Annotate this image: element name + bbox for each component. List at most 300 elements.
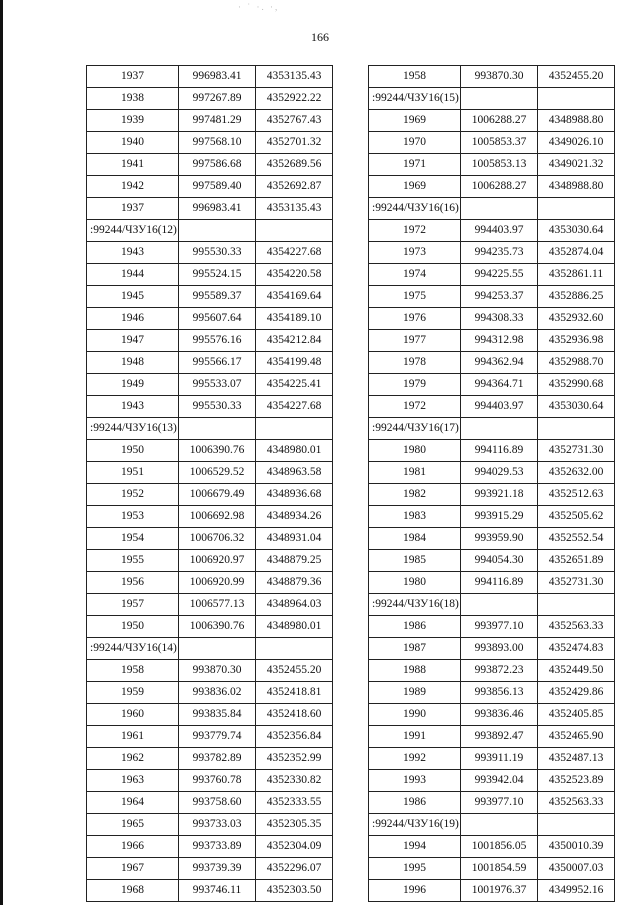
x-coordinate-cell: 993835.84	[179, 704, 256, 726]
coordinates-table-left-body	[87, 66, 333, 902]
x-coordinate-cell: 995566.17	[179, 352, 256, 374]
empty-cell	[461, 198, 538, 220]
y-coordinate-cell: 4353030.64	[538, 396, 615, 418]
y-coordinate-cell: 4352296.07	[256, 858, 333, 880]
point-number-cell: 1955	[87, 550, 179, 572]
point-number-cell: 1946	[87, 308, 179, 330]
table-row	[369, 616, 615, 638]
y-coordinate-cell: 4352505.62	[538, 506, 615, 528]
x-coordinate-cell: 993915.29	[461, 506, 538, 528]
x-coordinate-cell: 993758.60	[179, 792, 256, 814]
table-row	[87, 396, 333, 418]
y-coordinate-cell: 4349952.16	[538, 880, 615, 902]
point-number-cell: 1943	[87, 396, 179, 418]
y-coordinate-cell: 4352922.22	[256, 88, 333, 110]
point-number-cell: 1986	[369, 792, 461, 814]
point-number-cell: 1972	[369, 396, 461, 418]
x-coordinate-cell: 993836.02	[179, 682, 256, 704]
table-row	[369, 506, 615, 528]
table-row	[369, 110, 615, 132]
table-row	[87, 110, 333, 132]
x-coordinate-cell: 1006706.32	[179, 528, 256, 550]
x-coordinate-cell: 995576.16	[179, 330, 256, 352]
y-coordinate-cell: 4352418.81	[256, 682, 333, 704]
section-header-row	[369, 814, 615, 836]
page-left-edge	[0, 0, 3, 905]
x-coordinate-cell: 993942.04	[461, 770, 538, 792]
y-coordinate-cell: 4352552.54	[538, 528, 615, 550]
point-number-cell: 1980	[369, 440, 461, 462]
y-coordinate-cell: 4352874.04	[538, 242, 615, 264]
point-number-cell: 1941	[87, 154, 179, 176]
table-row	[87, 198, 333, 220]
point-number-cell: 1957	[87, 594, 179, 616]
y-coordinate-cell: 4352886.25	[538, 286, 615, 308]
table-row	[369, 440, 615, 462]
table-row	[369, 880, 615, 902]
y-coordinate-cell: 4353030.64	[538, 220, 615, 242]
empty-cell	[179, 418, 256, 440]
point-number-cell: 1986	[369, 616, 461, 638]
point-number-cell: 1964	[87, 792, 179, 814]
x-coordinate-cell: 997267.89	[179, 88, 256, 110]
y-coordinate-cell: 4348879.36	[256, 572, 333, 594]
point-number-cell: 1992	[369, 748, 461, 770]
y-coordinate-cell: 4348879.25	[256, 550, 333, 572]
parcel-id-cell: :99244/ЧЗУ16(17)	[369, 418, 461, 440]
table-row	[87, 88, 333, 110]
table-row	[87, 594, 333, 616]
table-row	[369, 484, 615, 506]
table-row	[87, 176, 333, 198]
x-coordinate-cell: 994403.97	[461, 396, 538, 418]
x-coordinate-cell: 994312.98	[461, 330, 538, 352]
x-coordinate-cell: 993892.47	[461, 726, 538, 748]
point-number-cell: 1993	[369, 770, 461, 792]
x-coordinate-cell: 994364.71	[461, 374, 538, 396]
table-row	[87, 550, 333, 572]
table-row	[87, 462, 333, 484]
section-header-row	[369, 198, 615, 220]
y-coordinate-cell: 4354212.84	[256, 330, 333, 352]
table-row	[87, 528, 333, 550]
point-number-cell: 1969	[369, 176, 461, 198]
table-row	[369, 550, 615, 572]
point-number-cell: 1996	[369, 880, 461, 902]
point-number-cell: 1951	[87, 462, 179, 484]
point-number-cell: 1937	[87, 66, 179, 88]
point-number-cell: 1980	[369, 572, 461, 594]
table-row	[87, 506, 333, 528]
parcel-id-cell: :99244/ЧЗУ16(16)	[369, 198, 461, 220]
x-coordinate-cell: 993911.19	[461, 748, 538, 770]
coordinates-table-right	[368, 65, 615, 902]
x-coordinate-cell: 1005853.13	[461, 154, 538, 176]
point-number-cell: 1966	[87, 836, 179, 858]
x-coordinate-cell: 1006390.76	[179, 616, 256, 638]
point-number-cell: 1958	[87, 660, 179, 682]
x-coordinate-cell: 993870.30	[461, 66, 538, 88]
table-row	[87, 66, 333, 88]
table-row	[87, 484, 333, 506]
point-number-cell: 1960	[87, 704, 179, 726]
x-coordinate-cell: 997568.10	[179, 132, 256, 154]
y-coordinate-cell: 4352305.35	[256, 814, 333, 836]
x-coordinate-cell: 996983.41	[179, 66, 256, 88]
point-number-cell: 1963	[87, 770, 179, 792]
point-number-cell: 1979	[369, 374, 461, 396]
parcel-id-cell: :99244/ЧЗУ16(15)	[369, 88, 461, 110]
table-row	[369, 682, 615, 704]
table-row	[369, 242, 615, 264]
x-coordinate-cell: 995524.15	[179, 264, 256, 286]
y-coordinate-cell: 4349026.10	[538, 132, 615, 154]
x-coordinate-cell: 993782.89	[179, 748, 256, 770]
y-coordinate-cell: 4352692.87	[256, 176, 333, 198]
y-coordinate-cell: 4352455.20	[256, 660, 333, 682]
y-coordinate-cell: 4352429.86	[538, 682, 615, 704]
y-coordinate-cell: 4348934.26	[256, 506, 333, 528]
section-header-row	[369, 88, 615, 110]
y-coordinate-cell: 4352632.00	[538, 462, 615, 484]
table-row	[87, 286, 333, 308]
y-coordinate-cell: 4353135.43	[256, 198, 333, 220]
table-row	[369, 528, 615, 550]
x-coordinate-cell: 993856.13	[461, 682, 538, 704]
x-coordinate-cell: 994054.30	[461, 550, 538, 572]
point-number-cell: 1944	[87, 264, 179, 286]
y-coordinate-cell: 4348980.01	[256, 616, 333, 638]
empty-cell	[256, 418, 333, 440]
table-row	[87, 330, 333, 352]
table-row	[87, 814, 333, 836]
table-row	[87, 704, 333, 726]
table-row	[87, 440, 333, 462]
x-coordinate-cell: 993977.10	[461, 616, 538, 638]
y-coordinate-cell: 4348963.58	[256, 462, 333, 484]
table-row	[87, 308, 333, 330]
table-row	[369, 726, 615, 748]
point-number-cell: 1967	[87, 858, 179, 880]
x-coordinate-cell: 994225.55	[461, 264, 538, 286]
table-row	[369, 176, 615, 198]
point-number-cell: 1978	[369, 352, 461, 374]
point-number-cell: 1947	[87, 330, 179, 352]
table-row	[369, 748, 615, 770]
y-coordinate-cell: 4348931.04	[256, 528, 333, 550]
y-coordinate-cell: 4350010.39	[538, 836, 615, 858]
y-coordinate-cell: 4352418.60	[256, 704, 333, 726]
x-coordinate-cell: 993870.30	[179, 660, 256, 682]
section-header-row	[87, 418, 333, 440]
y-coordinate-cell: 4352487.13	[538, 748, 615, 770]
table-row	[87, 726, 333, 748]
point-number-cell: 1988	[369, 660, 461, 682]
table-row	[369, 792, 615, 814]
point-number-cell: 1950	[87, 440, 179, 462]
table-row	[369, 308, 615, 330]
section-header-row	[87, 638, 333, 660]
y-coordinate-cell: 4352523.89	[538, 770, 615, 792]
empty-cell	[461, 594, 538, 616]
y-coordinate-cell: 4352689.56	[256, 154, 333, 176]
x-coordinate-cell: 993760.78	[179, 770, 256, 792]
point-number-cell: 1940	[87, 132, 179, 154]
x-coordinate-cell: 1006529.52	[179, 462, 256, 484]
x-coordinate-cell: 1006920.99	[179, 572, 256, 594]
table-row	[369, 638, 615, 660]
x-coordinate-cell: 1006390.76	[179, 440, 256, 462]
parcel-id-cell: :99244/ЧЗУ16(19)	[369, 814, 461, 836]
empty-cell	[461, 814, 538, 836]
x-coordinate-cell: 997481.29	[179, 110, 256, 132]
point-number-cell: 1962	[87, 748, 179, 770]
table-row	[87, 858, 333, 880]
point-number-cell: 1990	[369, 704, 461, 726]
point-number-cell: 1969	[369, 110, 461, 132]
coordinates-table-right-body	[369, 66, 615, 902]
x-coordinate-cell: 994029.53	[461, 462, 538, 484]
empty-cell	[256, 220, 333, 242]
y-coordinate-cell: 4352767.43	[256, 110, 333, 132]
table-row	[369, 770, 615, 792]
y-coordinate-cell: 4352936.98	[538, 330, 615, 352]
point-number-cell: 1994	[369, 836, 461, 858]
x-coordinate-cell: 1006692.98	[179, 506, 256, 528]
x-coordinate-cell: 1001854.59	[461, 858, 538, 880]
x-coordinate-cell: 1006577.13	[179, 594, 256, 616]
table-row	[87, 682, 333, 704]
point-number-cell: 1983	[369, 506, 461, 528]
table-row	[369, 352, 615, 374]
table-row	[87, 154, 333, 176]
x-coordinate-cell: 994253.37	[461, 286, 538, 308]
table-row	[87, 748, 333, 770]
table-row	[369, 704, 615, 726]
scan-smudge: · ˙ ·. ·,	[238, 2, 280, 12]
y-coordinate-cell: 4352988.70	[538, 352, 615, 374]
point-number-cell: 1974	[369, 264, 461, 286]
x-coordinate-cell: 1005853.37	[461, 132, 538, 154]
point-number-cell: 1938	[87, 88, 179, 110]
table-row	[369, 330, 615, 352]
point-number-cell: 1948	[87, 352, 179, 374]
table-row	[87, 770, 333, 792]
y-coordinate-cell: 4348988.80	[538, 110, 615, 132]
point-number-cell: 1950	[87, 616, 179, 638]
point-number-cell: 1949	[87, 374, 179, 396]
point-number-cell: 1959	[87, 682, 179, 704]
table-row	[87, 836, 333, 858]
table-row	[369, 396, 615, 418]
empty-cell	[256, 638, 333, 660]
point-number-cell: 1958	[369, 66, 461, 88]
empty-cell	[179, 220, 256, 242]
table-row	[87, 572, 333, 594]
x-coordinate-cell: 1006288.27	[461, 176, 538, 198]
point-number-cell: 1985	[369, 550, 461, 572]
table-row	[369, 66, 615, 88]
y-coordinate-cell: 4352474.83	[538, 638, 615, 660]
y-coordinate-cell: 4349021.32	[538, 154, 615, 176]
y-coordinate-cell: 4352465.90	[538, 726, 615, 748]
point-number-cell: 1943	[87, 242, 179, 264]
x-coordinate-cell: 993977.10	[461, 792, 538, 814]
x-coordinate-cell: 1006920.97	[179, 550, 256, 572]
point-number-cell: 1975	[369, 286, 461, 308]
y-coordinate-cell: 4352352.99	[256, 748, 333, 770]
empty-cell	[461, 418, 538, 440]
point-number-cell: 1989	[369, 682, 461, 704]
x-coordinate-cell: 993739.39	[179, 858, 256, 880]
table-row	[87, 264, 333, 286]
parcel-id-cell: :99244/ЧЗУ16(13)	[87, 418, 179, 440]
y-coordinate-cell: 4350007.03	[538, 858, 615, 880]
point-number-cell: 1981	[369, 462, 461, 484]
point-number-cell: 1965	[87, 814, 179, 836]
x-coordinate-cell: 1006288.27	[461, 110, 538, 132]
table-row	[87, 242, 333, 264]
y-coordinate-cell: 4352449.50	[538, 660, 615, 682]
page-number: 166	[311, 30, 329, 44]
x-coordinate-cell: 993921.18	[461, 484, 538, 506]
table-row	[87, 374, 333, 396]
table-row	[369, 660, 615, 682]
table-row	[369, 286, 615, 308]
y-coordinate-cell: 4352861.11	[538, 264, 615, 286]
point-number-cell: 1973	[369, 242, 461, 264]
parcel-id-cell: :99244/ЧЗУ16(12)	[87, 220, 179, 242]
table-row	[87, 660, 333, 682]
x-coordinate-cell: 993836.46	[461, 704, 538, 726]
table-row	[87, 792, 333, 814]
empty-cell	[538, 88, 615, 110]
y-coordinate-cell: 4352731.30	[538, 572, 615, 594]
empty-cell	[461, 88, 538, 110]
y-coordinate-cell: 4352563.33	[538, 792, 615, 814]
y-coordinate-cell: 4352651.89	[538, 550, 615, 572]
point-number-cell: 1971	[369, 154, 461, 176]
point-number-cell: 1970	[369, 132, 461, 154]
table-row	[369, 858, 615, 880]
point-number-cell: 1984	[369, 528, 461, 550]
point-number-cell: 1953	[87, 506, 179, 528]
x-coordinate-cell: 993733.89	[179, 836, 256, 858]
x-coordinate-cell: 995530.33	[179, 242, 256, 264]
table-row	[369, 462, 615, 484]
table-row	[87, 352, 333, 374]
table-row	[87, 616, 333, 638]
point-number-cell: 1942	[87, 176, 179, 198]
x-coordinate-cell: 995589.37	[179, 286, 256, 308]
x-coordinate-cell: 994235.73	[461, 242, 538, 264]
x-coordinate-cell: 994403.97	[461, 220, 538, 242]
y-coordinate-cell: 4354225.41	[256, 374, 333, 396]
y-coordinate-cell: 4352333.55	[256, 792, 333, 814]
x-coordinate-cell: 994116.89	[461, 440, 538, 462]
x-coordinate-cell: 994116.89	[461, 572, 538, 594]
table-row	[369, 374, 615, 396]
y-coordinate-cell: 4352303.50	[256, 880, 333, 902]
empty-cell	[538, 418, 615, 440]
y-coordinate-cell: 4352701.32	[256, 132, 333, 154]
x-coordinate-cell: 994362.94	[461, 352, 538, 374]
y-coordinate-cell: 4352563.33	[538, 616, 615, 638]
y-coordinate-cell: 4354189.10	[256, 308, 333, 330]
table-row	[369, 132, 615, 154]
y-coordinate-cell: 4354227.68	[256, 242, 333, 264]
point-number-cell: 1977	[369, 330, 461, 352]
x-coordinate-cell: 993779.74	[179, 726, 256, 748]
x-coordinate-cell: 995607.64	[179, 308, 256, 330]
x-coordinate-cell: 1001856.05	[461, 836, 538, 858]
point-number-cell: 1968	[87, 880, 179, 902]
section-header-row	[369, 594, 615, 616]
point-number-cell: 1961	[87, 726, 179, 748]
y-coordinate-cell: 4348936.68	[256, 484, 333, 506]
y-coordinate-cell: 4348980.01	[256, 440, 333, 462]
table-row	[369, 836, 615, 858]
point-number-cell: 1956	[87, 572, 179, 594]
y-coordinate-cell: 4348964.03	[256, 594, 333, 616]
empty-cell	[179, 638, 256, 660]
y-coordinate-cell: 4352731.30	[538, 440, 615, 462]
x-coordinate-cell: 993893.00	[461, 638, 538, 660]
point-number-cell: 1939	[87, 110, 179, 132]
point-number-cell: 1995	[369, 858, 461, 880]
x-coordinate-cell: 1001976.37	[461, 880, 538, 902]
x-coordinate-cell: 1006679.49	[179, 484, 256, 506]
y-coordinate-cell: 4354220.58	[256, 264, 333, 286]
y-coordinate-cell: 4352304.09	[256, 836, 333, 858]
y-coordinate-cell: 4348988.80	[538, 176, 615, 198]
y-coordinate-cell: 4353135.43	[256, 66, 333, 88]
point-number-cell: 1972	[369, 220, 461, 242]
x-coordinate-cell: 995533.07	[179, 374, 256, 396]
y-coordinate-cell: 4352455.20	[538, 66, 615, 88]
empty-cell	[538, 198, 615, 220]
point-number-cell: 1987	[369, 638, 461, 660]
point-number-cell: 1945	[87, 286, 179, 308]
x-coordinate-cell: 993872.23	[461, 660, 538, 682]
y-coordinate-cell: 4352356.84	[256, 726, 333, 748]
table-row	[369, 264, 615, 286]
x-coordinate-cell: 995530.33	[179, 396, 256, 418]
y-coordinate-cell: 4352932.60	[538, 308, 615, 330]
y-coordinate-cell: 4352990.68	[538, 374, 615, 396]
y-coordinate-cell: 4354199.48	[256, 352, 333, 374]
x-coordinate-cell: 997589.40	[179, 176, 256, 198]
point-number-cell: 1937	[87, 198, 179, 220]
x-coordinate-cell: 993959.90	[461, 528, 538, 550]
section-header-row	[369, 418, 615, 440]
point-number-cell: 1952	[87, 484, 179, 506]
section-header-row	[87, 220, 333, 242]
y-coordinate-cell: 4354227.68	[256, 396, 333, 418]
y-coordinate-cell: 4352512.63	[538, 484, 615, 506]
point-number-cell: 1954	[87, 528, 179, 550]
x-coordinate-cell: 994308.33	[461, 308, 538, 330]
point-number-cell: 1976	[369, 308, 461, 330]
coordinates-table-left	[86, 65, 333, 902]
table-row	[369, 154, 615, 176]
y-coordinate-cell: 4352330.82	[256, 770, 333, 792]
parcel-id-cell: :99244/ЧЗУ16(14)	[87, 638, 179, 660]
x-coordinate-cell: 996983.41	[179, 198, 256, 220]
x-coordinate-cell: 993733.03	[179, 814, 256, 836]
empty-cell	[538, 814, 615, 836]
empty-cell	[538, 594, 615, 616]
